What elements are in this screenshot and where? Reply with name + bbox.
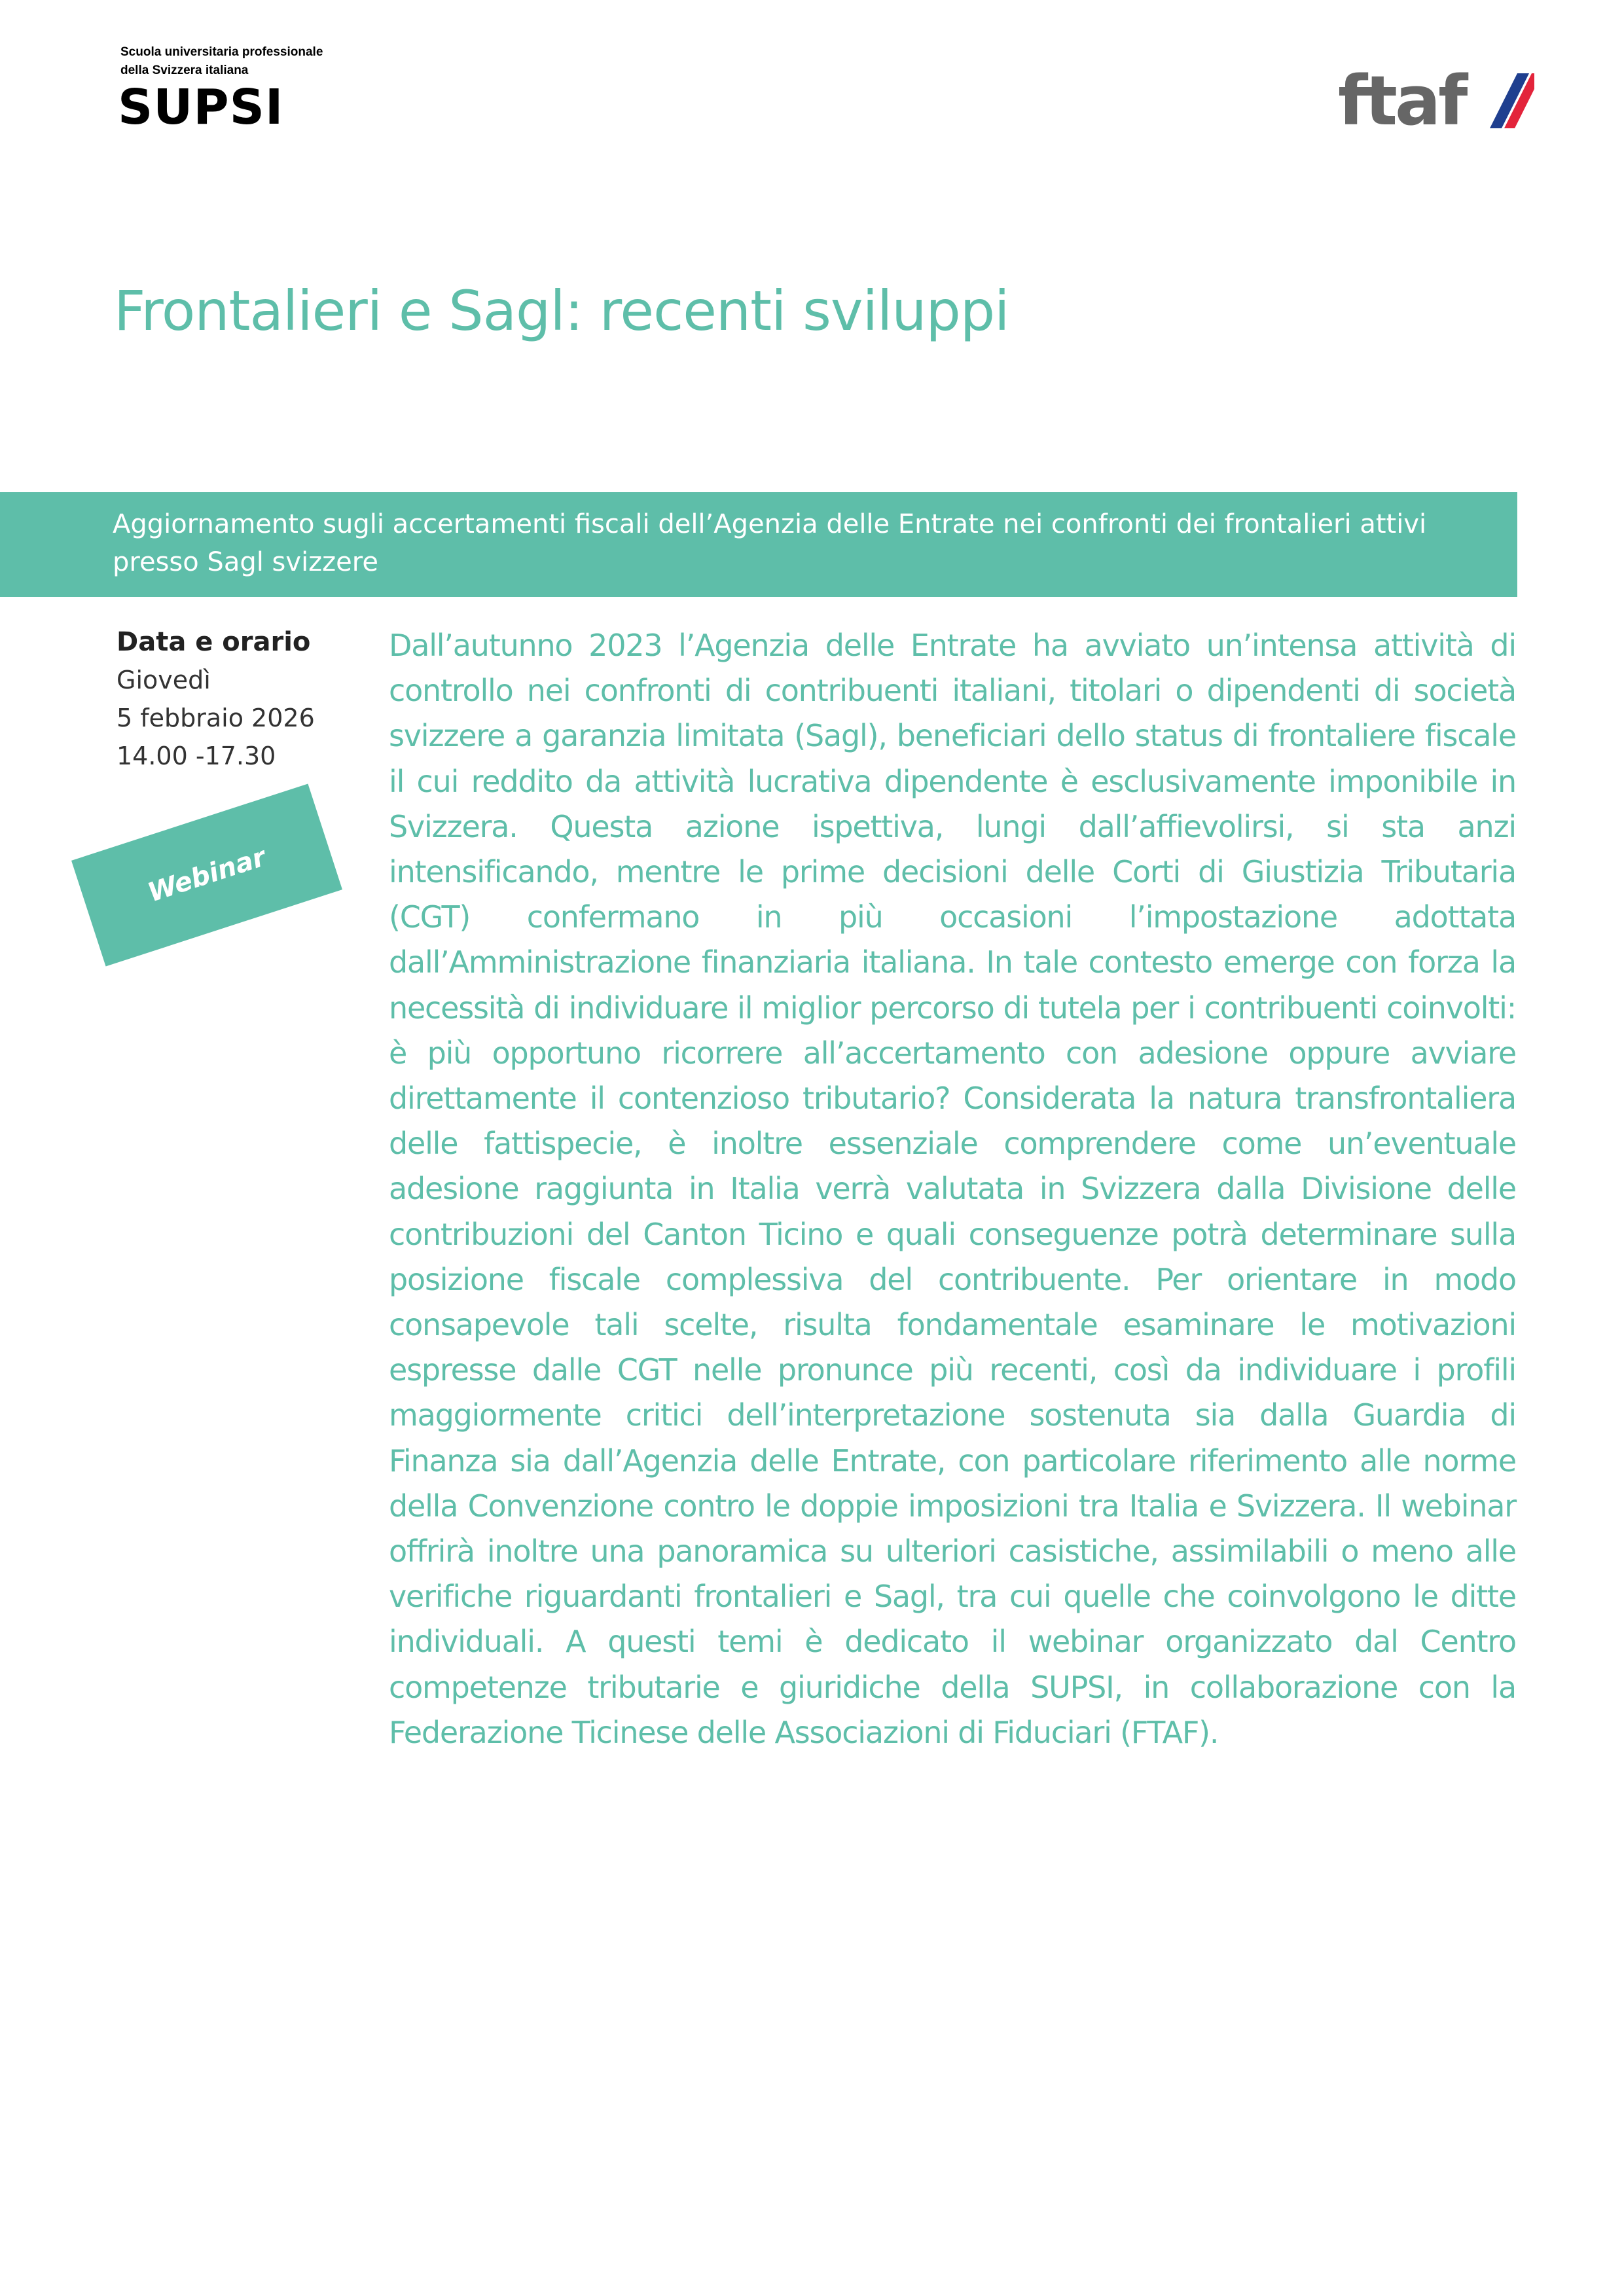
body-paragraph: Dall’autunno 2023 l’Agenzia delle Entrate ha avviato un’intensa attività di controllo nei confronti di contribuenti italiani, titolari o dipendenti di società svizzere a garanzia limitata (Sagl), beneficiari dello status di frontaliere fiscale il cui reddito da attività lucrativa dipendente è esclusivamente imponibile in Svizzera. Questa azione ispettiva, lungi dall’affievolirsi, si sta anzi intensificando, mentre le prime decisioni delle Corti di Giustizia Tributaria (CGT) confermano in più occasioni l’impostazione adottata dall’Amministrazione finanziaria italiana. In tale contesto emerge con forza la necessità di individuare il miglior percorso di tutela per i contribuenti coinvolti: è più opportuno ricorrere all’accertamento con adesione oppure avviare direttamente il contenzioso tributario? Considerata la natura transfrontaliera delle fattispecie, è inoltre essenziale comprendere come un’eventuale adesione raggiunta in Italia verrà valutata in Svizzera dalla Divisione delle contribuzioni del Canton Ticino e quali conseguenze potrà determinare sulla posizione fiscale complessiva del contribuente. Per orientare in modo consapevole tali scelte, risulta fondamentale esaminare le motivazioni espresse dalle CGT nelle pronunce più recenti, così da individuare i profili maggiormente critici dell’interpretazione sostenuta sia dalla Guardia di Finanza sia dall’Agenzia delle Entrate, con particolare riferimento alle norme della Convenzione contro le doppie imposizioni tra Italia e Svizzera. Il webinar offrirà inoltre una panoramica su ulteriori casistiche, assimilabili o meno alle verifiche riguardanti frontalieri e Sagl, tra cui quelle che coinvolgono le ditte individuali. A questi temi è dedicato il webinar organizzato dal Centro competenze tributarie e giuridiche della SUPSI, in collaborazione con la Federazione Ticinese delle Associazioni di Fiduciari (FTAF).: [389, 628, 1516, 1750]
supsi-logo: SUPSI: [118, 79, 284, 135]
webinar-label: Webinar: [144, 842, 270, 908]
date-label: Data e orario: [117, 627, 311, 657]
page-title: Frontalieri e Sagl: recenti sviluppi: [114, 279, 1009, 343]
supsi-logo-subtitle: [120, 43, 323, 80]
ftaf-logo: [1338, 68, 1534, 134]
subtitle-banner: [0, 492, 1517, 597]
ftaf-logo-text: ftaf: [1338, 68, 1466, 134]
webinar-badge: [71, 783, 342, 966]
event-day: Giovedì: [117, 666, 211, 694]
supsi-subtitle-line2: della Svizzera italiana: [120, 63, 249, 77]
event-time: 14.00 -17.30: [117, 742, 276, 770]
banner-text: Aggiornamento sugli accertamenti fiscali dell’Agenzia delle Entrate nei confronti dei frontalieri attivi presso Sagl svizzere: [113, 509, 1427, 577]
supsi-subtitle-line1: Scuola universitaria professionale: [120, 45, 323, 59]
event-date: 5 febbraio 2026: [117, 704, 315, 732]
